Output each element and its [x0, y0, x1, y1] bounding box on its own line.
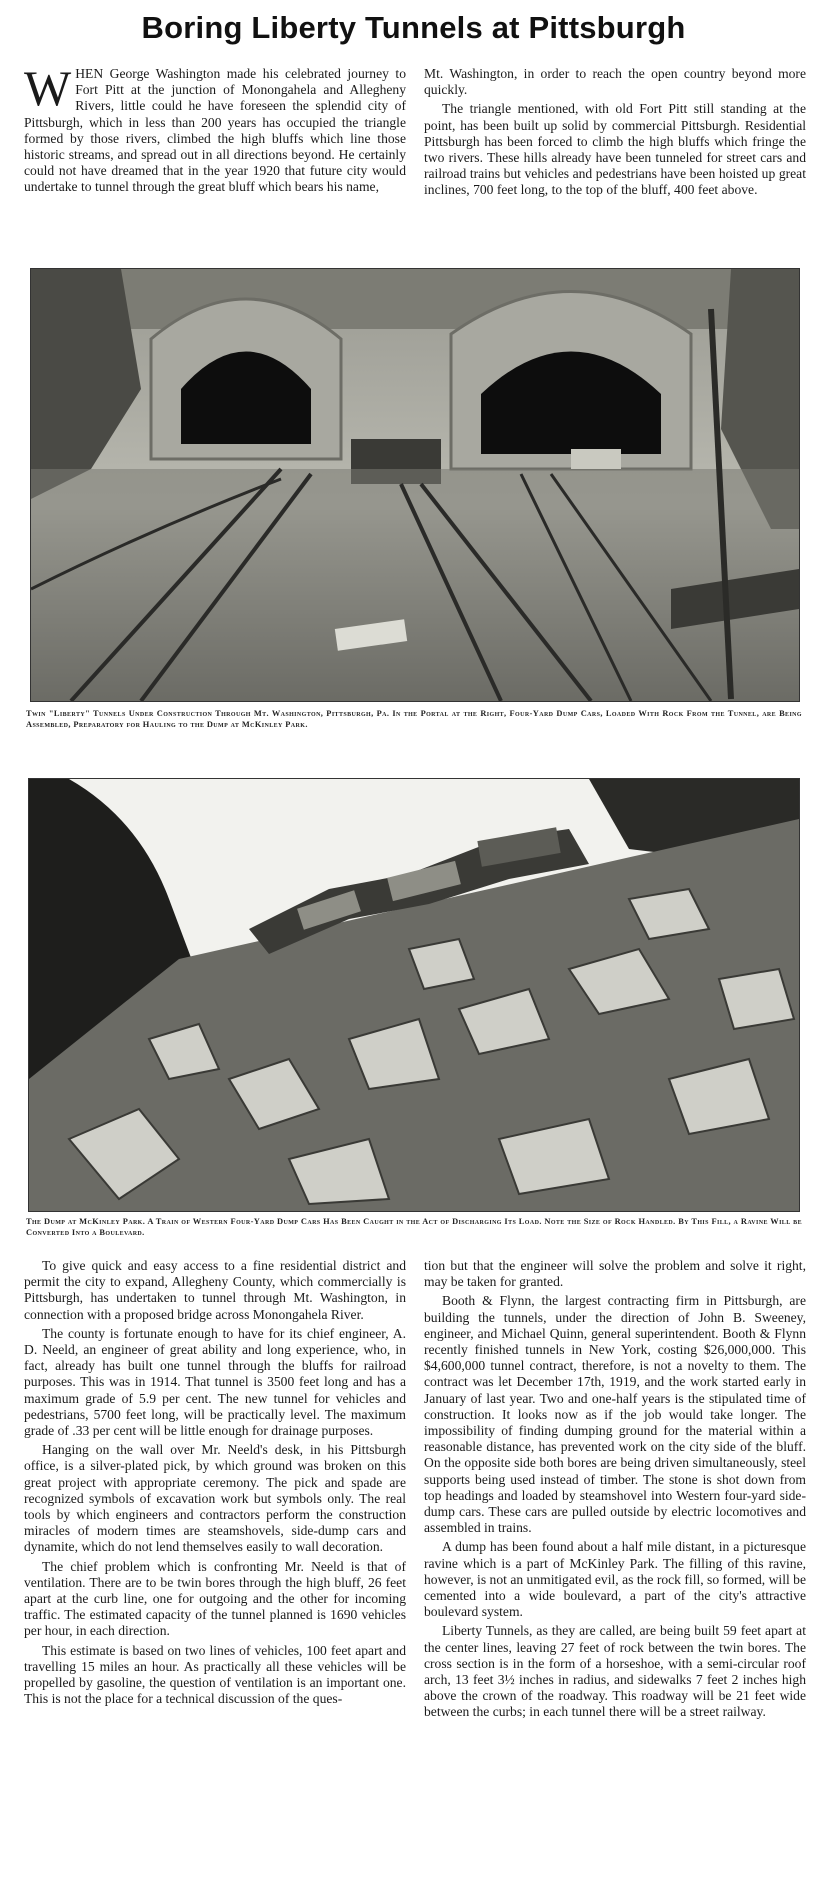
photo-twin-tunnels	[30, 268, 800, 702]
article-title: Boring Liberty Tunnels at Pittsburgh	[141, 10, 686, 45]
body-paragraph: The county is fortunate enough to have for its chief engineer, A. D. Neeld, an engineer of great ability and long experience, who, in fact, already has built one tunnel through the bluffs for railroad purposes. This was in 1914. That tunnel is 3500 feet long and has a maximum grade of 5.9 per cent. The new tunnel for vehicles and pedestrians, 5700 feet long, will be practically level. The maximum grade of .33 per cent will be little enough for drainage purposes.	[24, 1325, 406, 1439]
body-paragraph: Booth & Flynn, the largest contracting firm in Pittsburgh, are building the tunnels, under the direction of John B. Sweeney, engineer, and Michael Quinn, general superintendent. Booth & Flynn recently finished tunnels in New York, costing $26,000,000. This $4,600,000 tunnel contract, therefore, is not a novelty to them. The contract was let December 17th, 1919, and the work started early in January of last year. Two and one-half years is the stipulated time of construction. It looks now as if the job would take longer. The impossibility of finding dumping ground for the material within a reasonable distance, has prevented work on the city side of the bluff. On the opposite side both bores are being driven simultaneously, steel supports being used instead of timber. The stone is shot down from top headings and loaded by steamshovel into Western four-yard side-dump cars. These cars are pulled outside by electric locomotives and assembled in trains.	[424, 1293, 806, 1536]
body-paragraph: A dump has been found about a half mile distant, in a picturesque ravine which is a part of McKinley Park. The filling of this ravine, however, is not an unmitigated evil, as the rock fill, so formed, will be cemented into a wide boulevard, a part of the city's attractive boulevard system.	[424, 1539, 806, 1620]
dump-photo-illustration	[29, 779, 799, 1211]
intro-right-column	[424, 66, 806, 202]
body-paragraph: The chief problem which is confronting Mr. Neeld is that of ventilation. There are to be twin bores through the high bluff, 26 feet apart at the curb line, one for outgoing and the other for incoming traffic. The estimated capacity of the tunnel planned is 1690 vehicles per hour, in each direction.	[24, 1558, 406, 1639]
photo-1-caption: Twin "Liberty" Tunnels Under Construction Through Mt. Washington, Pittsburgh, Pa. In the Portal at the Right, Four-Yard Dump Cars, Loaded With Rock From the Tunnel, are Being Assembled, Preparatory for Hauling to the Dump at McKinley Park.	[26, 709, 802, 729]
intro-paragraph-1-cont: Mt. Washington, in order to reach the open country beyond more quickly.	[424, 66, 806, 98]
intro-left-column	[24, 60, 406, 199]
tunnel-photo-illustration	[31, 269, 799, 701]
body-paragraph: Hanging on the wall over Mr. Neeld's desk, in his Pittsburgh office, is a silver-plated pick, by which ground was broken on this great project with appropriate ceremony. The pick and spade are recognized symbols of excavation work but symbols only. The real tools by which engineers and contractors perform the construction miracles of modern times are steamshovels, side-dump cars and dynamite, which do not lend themselves easily to wall decoration.	[24, 1442, 406, 1555]
intro-paragraph-2: The triangle mentioned, with old Fort Pitt still standing at the point, has been built up solid by commercial Pittsburgh. Residential Pittsburgh has been forced to climb the high bluffs which fringe the two rivers. These hills already have been tunneled for street cars and railroad trains but vehicles and pedestrians have been hoisted up great inclines, 700 feet long, to the top of the bluff, 400 feet above.	[424, 101, 806, 198]
intro-paragraph-1: WHEN George Washington made his celebrated journey to Fort Pitt at the junction of Monongahela and Allegheny Rivers, little could he have foreseen the splendid city of Pittsburgh, which in less than 200 years has occupied the triangle formed by those rivers, climbed the high bluffs which line those historic streams, and spread out in all directions beyond. He certainly could not have dreamed that in the year 1920 that future city would undertake to tunnel through the great bluff which bears his name,	[24, 60, 406, 195]
body-paragraph: Liberty Tunnels, as they are called, are being built 59 feet apart at the center lines, leaving 27 feet of rock between the twin bores. The cross section is in the form of a horseshoe, with a semi-circular roof arch, 13 feet 3½ inches in radius, and sidewalks 7 feet 2 inches high above the crown of the roadway. This roadway will be 21 feet wide between the curbs; in each tunnel there will be a street railway.	[424, 1623, 806, 1720]
body-paragraph: tion but that the engineer will solve the problem and solve it right, may be taken for granted.	[424, 1258, 806, 1290]
body-left-column	[24, 1258, 406, 1710]
body-paragraph: This estimate is based on two lines of vehicles, 100 feet apart and travelling 15 miles an hour. As practically all these vehicles will be propelled by gasoline, the question of ventilation is an important one. This is not the place for a technical discussion of the ques-	[24, 1642, 406, 1707]
photo-mckinley-dump	[28, 778, 800, 1212]
body-right-column	[424, 1258, 806, 1724]
body-paragraph: To give quick and easy access to a fine residential district and permit the city to expand, Allegheny County, which commercially is Pittsburgh, has undertaken to tunnel through Mt. Washington, in connection with a proposed bridge across Monongahela River.	[24, 1258, 406, 1322]
photo-2-caption: The Dump at McKinley Park. A Train of Western Four-Yard Dump Cars Has Been Caught in the Act of Discharging Its Load. Note the Size of Rock Handled. By This Fill, a Ravine Will be Converted Into a Boulevard.	[26, 1217, 802, 1237]
drop-cap: W	[24, 60, 72, 116]
